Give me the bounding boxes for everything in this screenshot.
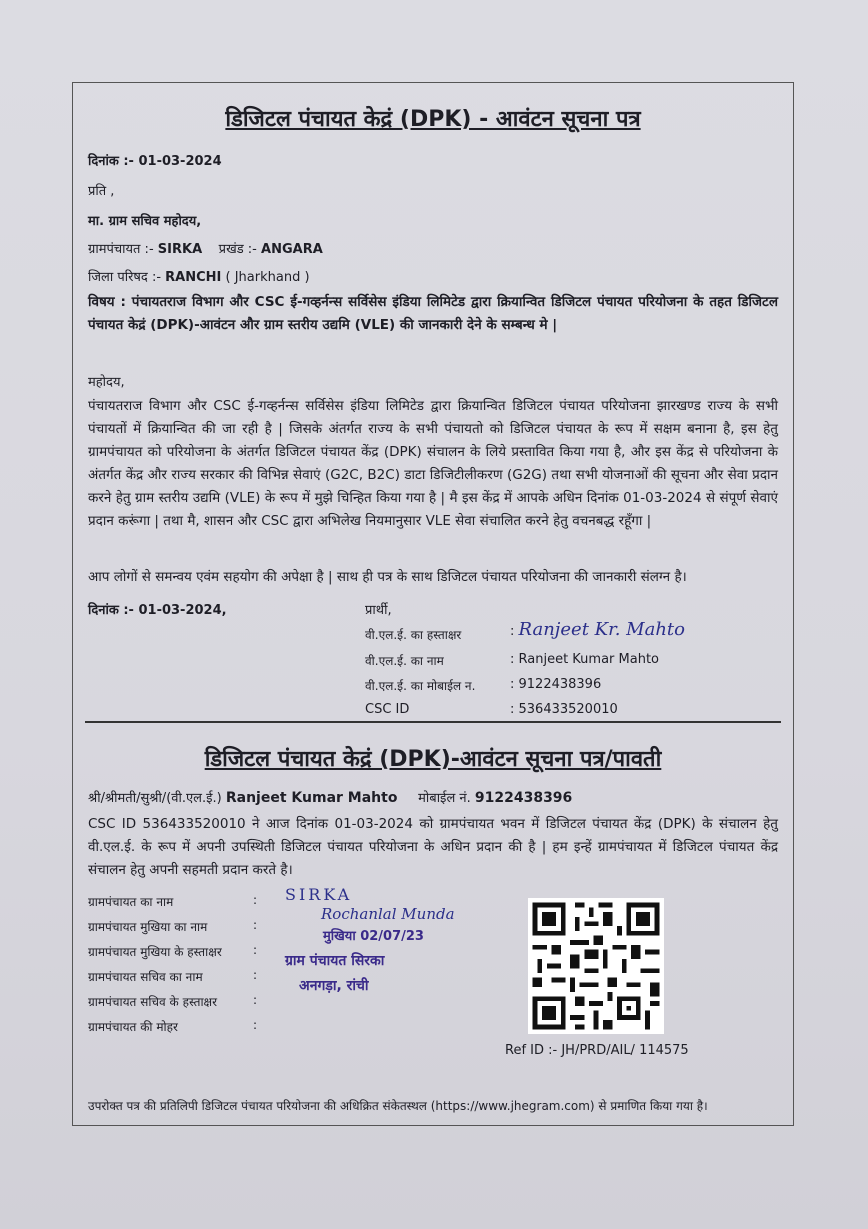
receipt-body: CSC ID 536433520010 ने आज दिनांक 01-03-2024 को ग्रामपंचायत भवन में डिजिटल पंचायत केंद्र (DPK) के संचालन हेतु वी.एल.ई. के रूप में अपनी उपस्थिती डिजिटल पंचायत परियोजना के अधिन प्रदान की है | हम इन्हें ग्रामपंचायत में डिजिटल पंचायत केंद्र संचालन हेतु अपनी सहमती प्रदान करते है। [88,816,778,878]
subject: विषय : पंचायतराज विभाग और CSC ई-गव्हर्नन्स सर्विसेस इंडिया लिमिटेड द्वारा क्रियान्वित डिजिटल पंचायत परियोजना के तहत डिजिटल पंचायत केद्रं (DPK)-आवंटन और ग्राम स्तरीय उद्यमि (VLE) की जानकारी देने के सम्बन्ध मे | [88,294,778,333]
block-value: ANGARA [261,242,323,257]
block-label: प्रखंड :- [218,242,257,257]
district-value: RANCHI [165,270,222,285]
field-secretary-sign: ग्रामपंचायत सचिव के हस्ताक्षर [88,995,218,1009]
field-mukhiya-sign: ग्रामपंचायत मुखिया के हस्ताक्षर [88,945,222,959]
field-stamp: ग्रामपंचायत की मोहर [88,1020,178,1034]
vle-signature: : Ranjeet Kr. Mahto [510,619,685,640]
mukhiya-signature: Rochanlal Munda [321,905,455,923]
stamp-location: अनगड़ा, रांची [299,978,369,994]
district-label: जिला परिषद :- [88,270,162,285]
receipt-mobile-label: मोबाईल नं. [418,791,471,806]
receipt-mobile: 9122438396 [474,790,573,806]
vle-mobile: : 9122438396 [510,677,602,692]
salutation: महोदय, [88,375,125,390]
vle-name: : Ranjeet Kumar Mahto [510,652,659,667]
gram-panchayat-value: SIRKA [157,242,203,257]
mukhiya-stamp-date: मुखिया 02/07/23 [323,929,424,944]
section-divider [85,721,781,723]
field-gp-name: ग्रामपंचायत का नाम [88,895,174,909]
gram-panchayat-label: ग्रामपंचायत :- [88,242,154,257]
state-value: ( Jharkhand ) [225,270,310,285]
letter-frame: डिजिटल पंचायत केद्रं (DPK) - आवंटन सूचना पत्र दिनांक :- 01-03-2024 प्रति , मा. ग्राम सचिव महोदय, ग्रामपंचायत :- SIRKA प्रखंड :- ANGARA जिला परिषद :- RANCHI ( Jharkhand ) विषय : पंचायतराज विभाग और CSC ई-गव्हर्नन्स सर्विसेस इंडिया लिमिटेड द्वारा क्रियान्वित डिजिटल पंचायत परियोजना के तहत डिजिटल पंचायत केद्रं (DPK)-आवंटन और ग्राम स्तरीय उद्यमि (VLE) की जानकारी देने के सम्बन्ध मे | महोदय, पंचायतराज विभाग और CSC ई-गव्हर्नन्स सर्विसेस इंडिया लिमिटेड द्वारा क्रियान्वित डिजिटल पंचायत परियोजना झारखण्ड राज्य के सभी पंचायतों में क्रियान्वित की जा रही है | जिसके अंतर्गत राज्य के सभी पंचायतो को डिजिटल पंचायत के रूप में सक्षम बनाना है, इस हेतु ग्रामपंचायत को परियोजना के अंतर्गत डिजिटल पंचायत केंद्र (DPK) संचालन के लिये प्रस्तावित किया गया है, और इस केंद्र से परियोजना के अंतर्गत केंद्र और राज्य सरकार की विभिन्न सेवाएं (G2C, B2C) डाटा डिजिटीलीकरण (G2G) तथा सभी योजनाओं की सूचना और सेवा प्रदान करने हेतु ग्राम स्तरीय उद्यमि (VLE) के रूप में मुझे चिन्हित किया गया है | मै इस केंद्र में आपके अधिन दिनांक 01-03-2024 से संपूर्ण सेवाएं प्रदान करूंगा | तथा मै, शासन और CSC द्वारा अभिलेख नियमानुसार VLE सेवा संचालित करने हेतु वचनबद्ध रहूँगा | आप लोगों से समन्वय एवंम सहयोग की अपेक्षा है | साथ ही पत्र के साथ डिजिटल पंचायत परियोजना की जानकारी संलग्न है। दिनांक :- 01-03-2024, प्रार्थी, वी.एल.ई. का हस्ताक्षर : Ranjeet Kr. Mahto वी.एल.ई. का नाम : Ranjeet Kumar Mahto वी.एल.ई. का मोबाईल न. : 9122438396 CSC ID : 536433520010 डिजिटल पंचायत केद्रं (DPK)-आवंटन सूचना पत्र/पावती श्री/श्रीमती/सुश्री/(वी.एल.ई.) Ranjeet Kumar Mahto मोबाईल नं. 9122438396 CSC ID 536433520010 ने आज दिनांक 01-03-2024 को ग्रामपंचायत भवन में डिजिटल पंचायत केंद्र (DPK) के संचालन हेतु वी.एल.ई. के रूप में अपनी उपस्थिती डिजिटल पंचायत परियोजना के अधिन प्रदान की है | हम इन्हें ग्रामपंचायत में डिजिटल पंचायत केंद्र संचालन हेतु अपनी सहमती प्रदान करते है। ग्रामपंचायत का नाम : ग्रामपंचायत मुखिया का नाम : ग्रामपंचायत मुखिया के हस्ताक्षर : ग्रामपंचायत सचिव का नाम : ग्रामपंचायत सचिव के हस्ताक्षर : ग्रामपंचायत की मोहर : SIRKA Rochanlal Munda मुखिया 02/07/23 ग्राम पंचायत सिरका अनगड़ा, रांची Ref ID :- JH/PRD/AIL/ 114575 उपरोक्त पत्र की प्रतिलिपी डिजिटल पंचायत परियोजना की अधिक्रित संकेतस्थल (https://www.jhegram.com) से प्रमाणित किया गया है। [72,82,794,1126]
applicant: प्रार्थी, [365,603,392,618]
letter-date: दिनांक :- 01-03-2024 [88,154,222,169]
letter-to: प्रति , [88,184,115,199]
closing-line: आप लोगों से समन्वय एवंम सहयोग की अपेक्षा है | साथ ही पत्र के साथ डिजिटल पंचायत परियोजना की जानकारी संलग्न है। [88,569,687,585]
addressee: मा. ग्राम सचिव महोदय, [88,214,202,229]
receipt-vle-name: Ranjeet Kumar Mahto [225,790,398,806]
letter-body: पंचायतराज विभाग और CSC ई-गव्हर्नन्स सर्विसेस इंडिया लिमिटेड द्वारा क्रियान्वित डिजिटल पंचायत परियोजना झारखण्ड राज्य के सभी पंचायतों में क्रियान्वित की जा रही है | जिसके अंतर्गत राज्य के सभी पंचायतो को डिजिटल पंचायत के रूप में सक्षम बनाना है, इस हेतु ग्रामपंचायत को परियोजना के अंतर्गत डिजिटल पंचायत केंद्र (DPK) संचालन के लिये प्रस्तावित किया गया है, और इस केंद्र से परियोजना के अंतर्गत केंद्र और राज्य सरकार की विभिन्न सेवाएं (G2C, B2C) डाटा डिजिटीलीकरण (G2G) तथा सभी योजनाओं की सूचना और सेवा प्रदान करने हेतु ग्राम स्तरीय उद्यमि (VLE) के रूप में मुझे चिन्हित किया गया है | मै इस केंद्र में आपके अधिन दिनांक 01-03-2024 से संपूर्ण सेवाएं प्रदान करूंगा | तथा मै, शासन और CSC द्वारा अभिलेख नियमानुसार VLE सेवा संचालित करने हेतु वचनबद्ध रहूँगा | [88,398,778,529]
csc-id-label: CSC ID [365,702,410,717]
csc-id: : 536433520010 [510,702,618,717]
letter-date-2: दिनांक :- 01-03-2024, [88,603,227,618]
stamp-gp: ग्राम पंचायत सिरका [285,953,385,969]
field-mukhiya-name: ग्रामपंचायत मुखिया का नाम [88,920,208,934]
vle-mobile-label: वी.एल.ई. का मोबाईल न. [365,679,476,693]
receipt-name-line [88,788,572,806]
gram-panchayat-line [88,239,323,257]
footer-note: उपरोक्त पत्र की प्रतिलिपी डिजिटल पंचायत परियोजना की अधिक्रित संकेतस्थल (https://www.jhegram.com) से प्रमाणित किया गया है। [88,1099,708,1113]
district-line [88,267,310,285]
field-secretary-name: ग्रामपंचायत सचिव का नाम [88,970,203,984]
receipt-title: डिजिटल पंचायत केद्रं (DPK)-आवंटन सूचना पत्र/पावती [204,747,662,772]
honorific: श्री/श्रीमती/सुश्री/(वी.एल.ई.) [88,791,222,806]
vle-name-label: वी.एल.ई. का नाम [365,654,444,668]
ref-id: Ref ID :- JH/PRD/AIL/ 114575 [505,1043,689,1058]
qr-code [528,898,664,1034]
letter-title: डिजिटल पंचायत केद्रं (DPK) - आवंटन सूचना पत्र [225,107,641,132]
vle-sign-label: वी.एल.ई. का हस्ताक्षर [365,628,462,642]
handwritten-gp-name: SIRKA [285,885,353,904]
